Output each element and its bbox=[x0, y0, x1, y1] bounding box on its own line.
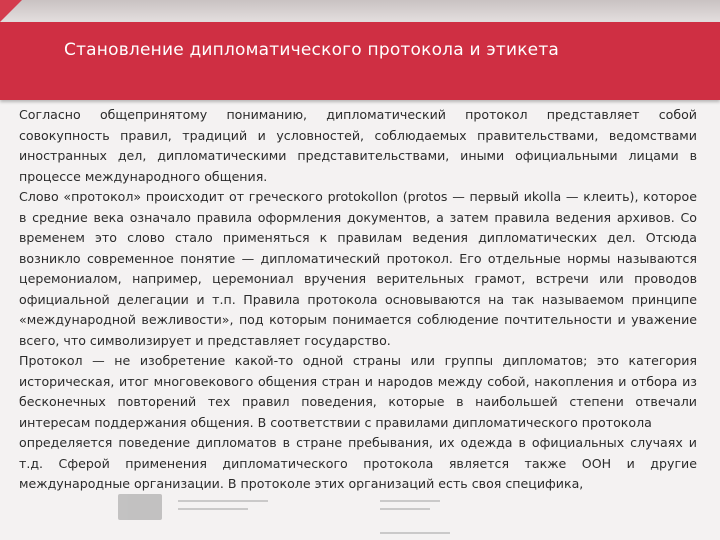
watermark-line bbox=[178, 508, 248, 510]
paragraph-4: определяется поведение дипломатов в стране пребывания, их одежда в официальных случаях и т.д. Сферой применения дипломатического протокола является также ООН и другие международные организации. В протоколе этих организаций есть своя специфика, bbox=[19, 435, 697, 491]
watermark-line bbox=[380, 500, 440, 502]
paragraph-1: Согласно общепринятому пониманию, дипломатический протокол представляет собой совокупность правил, традиций и условностей, соблюдаемых правительствами, ведомствами иностранных дел, дипломатическими представительствами, иными официальными лицами в процессе международного общения. bbox=[19, 107, 697, 184]
top-decoration bbox=[0, 0, 720, 24]
watermark bbox=[118, 492, 718, 540]
paragraph-2: Слово «протокол» происходит от греческого protokollon (protos — первый иkolla — клеить), которое в средние века означало правила оформления документов, а затем правила ведения архивов. Со временем это слово стало применяться к правилам ведения дипломатических дел. Отсюда возникло современное понятие — дипломатический протокол. Его отдельные нормы называются церемониалом, например, церемониал вручения верительных грамот, встречи или проводов официальной делегации и т.п. Правила протокола основываются на так называемом принципе «международной вежливости», под которым понимается соблюдение почтительности и уважение всего, что символизирует и представляет государство. bbox=[19, 189, 697, 348]
slide-body bbox=[19, 105, 697, 495]
corner-accent bbox=[0, 0, 22, 22]
title-bar bbox=[0, 22, 720, 100]
watermark-line bbox=[380, 532, 450, 534]
watermark-line bbox=[178, 500, 268, 502]
slide-title: Становление дипломатического протокола и этикета bbox=[64, 40, 560, 60]
watermark-logo bbox=[118, 494, 162, 520]
paragraph-3: Протокол — не изобретение какой-то одной страны или группы дипломатов; это категория историческая, итог многовекового общения стран и народов между собой, накопления и отбора из бесконечных повторений тех правил поведения, которые в наибольшей степени отвечали интересам поддержания общения. В соответствии с правилами дипломатического протокола bbox=[19, 353, 697, 430]
watermark-line bbox=[380, 508, 430, 510]
